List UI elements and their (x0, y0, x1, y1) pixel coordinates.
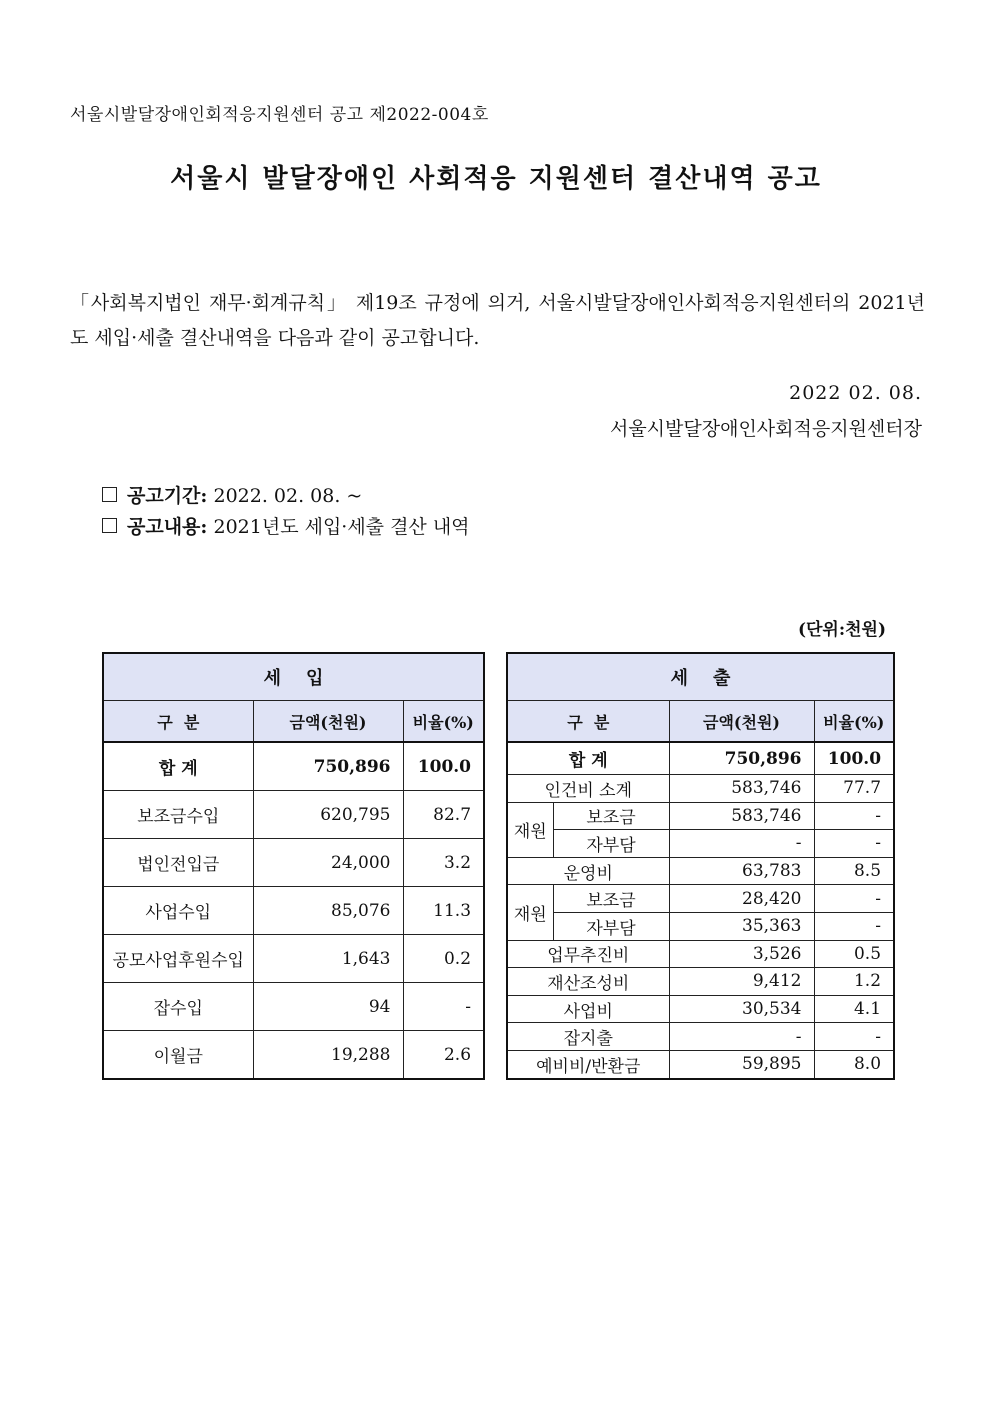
signer: 서울시발달장애인사회적응지원센터장 (609, 418, 922, 440)
row-label: 예비비/반환금 (507, 1050, 669, 1078)
table-row (507, 912, 894, 940)
row-amount: 3,526 (669, 940, 814, 968)
table-row (507, 775, 894, 803)
bullet-content (102, 512, 470, 539)
col-header-amount: 금액(천원) (669, 701, 814, 743)
row-ratio: 0.5 (814, 940, 894, 968)
row-amount: - (669, 1023, 814, 1051)
row-label: 보조금 (553, 885, 669, 913)
row-label: 자부담 (553, 912, 669, 940)
table-row (507, 742, 894, 775)
bullet-label: 공고기간: (127, 485, 208, 507)
total-ratio: 100.0 (814, 742, 894, 775)
col-header-amount: 금액(천원) (253, 701, 403, 743)
row-ratio: - (403, 983, 484, 1031)
row-amount: 583,746 (669, 802, 814, 830)
table-row (103, 887, 484, 935)
table-row (507, 857, 894, 885)
total-label: 합 계 (103, 742, 253, 791)
table-row (507, 995, 894, 1023)
row-label: 잡수입 (103, 983, 253, 1031)
table-row (103, 839, 484, 887)
table-row (507, 830, 894, 858)
row-ratio: 3.2 (403, 839, 484, 887)
row-ratio: - (814, 912, 894, 940)
income-table (102, 652, 485, 1080)
row-label: 법인전입금 (103, 839, 253, 887)
row-amount: 1,643 (253, 935, 403, 983)
table-row (507, 802, 894, 830)
table-row (507, 1050, 894, 1078)
notice-date: 2022 02. 08. (789, 382, 922, 404)
row-label: 이월금 (103, 1031, 253, 1080)
row-label: 잡지출 (507, 1023, 669, 1051)
col-header-ratio: 비율(%) (814, 701, 894, 743)
row-amount: 63,783 (669, 857, 814, 885)
row-amount: 9,412 (669, 968, 814, 996)
col-header-category: 구 분 (507, 701, 669, 743)
row-amount: 583,746 (669, 775, 814, 803)
row-ratio: 8.0 (814, 1050, 894, 1078)
row-ratio: 2.6 (403, 1031, 484, 1080)
row-ratio: - (814, 1023, 894, 1051)
bullet-label: 공고내용: (127, 516, 208, 538)
row-amount: 28,420 (669, 885, 814, 913)
row-label: 공모사업후원수입 (103, 935, 253, 983)
page-title: 서울시 발달장애인 사회적응 지원센터 결산내역 공고 (170, 164, 822, 194)
row-amount: 85,076 (253, 887, 403, 935)
table-row (507, 940, 894, 968)
row-label: 사업비 (507, 995, 669, 1023)
bullet-period (102, 481, 362, 508)
row-label: 보조금수입 (103, 791, 253, 839)
row-ratio: - (814, 830, 894, 858)
notice-number: 서울시발달장애인회적응지원센터 공고 제2022-004호 (70, 105, 489, 125)
total-label: 합 계 (507, 742, 669, 775)
source-label: 재원 (507, 885, 553, 940)
row-label: 업무추진비 (507, 940, 669, 968)
body-paragraph: 「사회복지법인 재무·회계규칙」 제19조 규정에 의거, 서울시발달장애인사회적응지원센터의 2021년도 세입·세출 결산내역을 다음과 같이 공고합니다. (70, 292, 925, 349)
row-amount: 19,288 (253, 1031, 403, 1080)
row-label: 재산조성비 (507, 968, 669, 996)
table-row (103, 983, 484, 1031)
row-label: 보조금 (553, 802, 669, 830)
row-ratio: 0.2 (403, 935, 484, 983)
row-label: 사업수입 (103, 887, 253, 935)
square-bullet-icon (102, 518, 117, 533)
row-amount: 620,795 (253, 791, 403, 839)
row-ratio: 77.7 (814, 775, 894, 803)
row-amount: 24,000 (253, 839, 403, 887)
table-row (507, 885, 894, 913)
row-amount: 94 (253, 983, 403, 1031)
square-bullet-icon (102, 487, 117, 502)
income-title: 세 입 (103, 653, 484, 701)
table-row (507, 1023, 894, 1051)
row-amount: 59,895 (669, 1050, 814, 1078)
row-ratio: 4.1 (814, 995, 894, 1023)
total-amount: 750,896 (669, 742, 814, 775)
unit-label: (단위:천원) (797, 620, 886, 640)
col-header-ratio: 비율(%) (403, 701, 484, 743)
table-row (103, 1031, 484, 1080)
table-row (103, 935, 484, 983)
table-row (507, 968, 894, 996)
expense-title: 세 출 (507, 653, 894, 701)
row-label: 자부담 (553, 830, 669, 858)
row-ratio: 82.7 (403, 791, 484, 839)
row-label: 인건비 소계 (507, 775, 669, 803)
total-amount: 750,896 (253, 742, 403, 791)
bullet-value: 2021년도 세입·세출 결산 내역 (213, 516, 470, 538)
table-row (103, 791, 484, 839)
table-row (103, 742, 484, 791)
row-amount: 35,363 (669, 912, 814, 940)
row-amount: - (669, 830, 814, 858)
expense-table (506, 652, 895, 1080)
bullet-value: 2022. 02. 08. ~ (213, 485, 363, 507)
row-ratio: 8.5 (814, 857, 894, 885)
row-ratio: 11.3 (403, 887, 484, 935)
col-header-category: 구 분 (103, 701, 253, 743)
row-amount: 30,534 (669, 995, 814, 1023)
row-ratio: - (814, 885, 894, 913)
row-label: 운영비 (507, 857, 669, 885)
row-ratio: 1.2 (814, 968, 894, 996)
total-ratio: 100.0 (403, 742, 484, 791)
source-label: 재원 (507, 802, 553, 857)
row-ratio: - (814, 802, 894, 830)
